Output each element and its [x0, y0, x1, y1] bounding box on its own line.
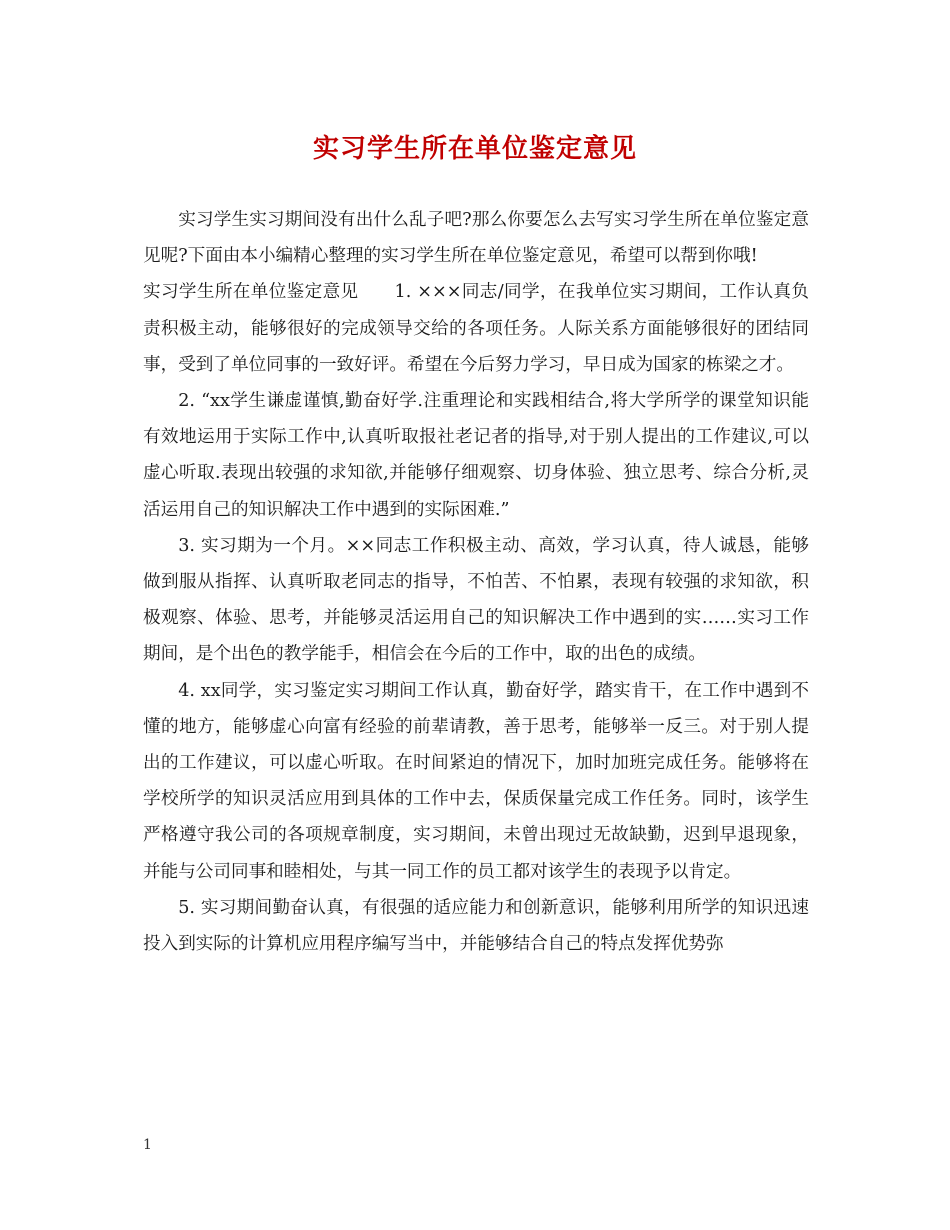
item-5-paragraph: 5. 实习期间勤奋认真，有很强的适应能力和创新意识，能够利用所学的知识迅速投入到实际的计算机应用程序编写当中，并能够结合自己的特点发挥优势弥: [143, 897, 809, 955]
item-3-paragraph: 3. 实习期为一个月。××同志工作积极主动、高效，学习认真，待人诚恳，能够做到服从指挥、认真听取老同志的指导，不怕苦、不怕累，表现有较强的求知欲，积极观察、体验、思考，并能够灵活运用自己的知识解决工作中遇到的实……实习工作期间，是个出色的教学能手，相信会在今后的工作中，取的出色的成绩。: [143, 535, 809, 665]
item-4-paragraph: 4. xx同学，实习鉴定实习期间工作认真，勤奋好学，踏实肯干，在工作中遇到不懂的地方，能够虚心向富有经验的前辈请教，善于思考，能够举一反三。对于别人提出的工作建议，可以虚心听取。在时间紧迫的情况下，加时加班完成任务。能够将在学校所学的知识灵活应用到具体的工作中去，保质保量完成工作任务。同时，该学生严格遵守我公司的各项规章制度，实习期间，未曾出现过无故缺勤，迟到早退现象，并能与公司同事和睦相处，与其一同工作的员工都对该学生的表现予以肯定。: [143, 680, 809, 882]
document-title: 实习学生所在单位鉴定意见: [312, 134, 637, 164]
item-2-paragraph: 2. “xx学生谦虚谨慎,勤奋好学.注重理论和实践相结合,将大学所学的课堂知识能有效地运用于实际工作中,认真听取报社老记者的指导,对于别人提出的工作建议,可以虚心听取.表现出较强的求知欲,并能够仔细观察、切身体验、独立思考、综合分析,灵活运用自己的知识解决工作中遇到的实际困难.”: [143, 391, 809, 520]
item-1-paragraph: [143, 274, 809, 383]
section-heading: 实习学生所在单位鉴定意见: [143, 282, 359, 303]
item-1-text: 1. ×××同志/同学，在我单位实习期间，工作认真负责积极主动，能够很好的完成领导交给的各项任务。人际关系方面能够很好的团结同事，受到了单位同事的一致好评。希望在今后努力学习，早日成为国家的栋梁之才。: [143, 282, 809, 375]
page-number: 1: [143, 1137, 152, 1153]
intro-paragraph: 实习学生实习期间没有出什么乱子吧?那么你要怎么去写实习学生所在单位鉴定意见呢?下面由本小编精心整理的实习学生所在单位鉴定意见，希望可以帮到你哦!: [143, 210, 809, 267]
document-body: [143, 202, 809, 962]
